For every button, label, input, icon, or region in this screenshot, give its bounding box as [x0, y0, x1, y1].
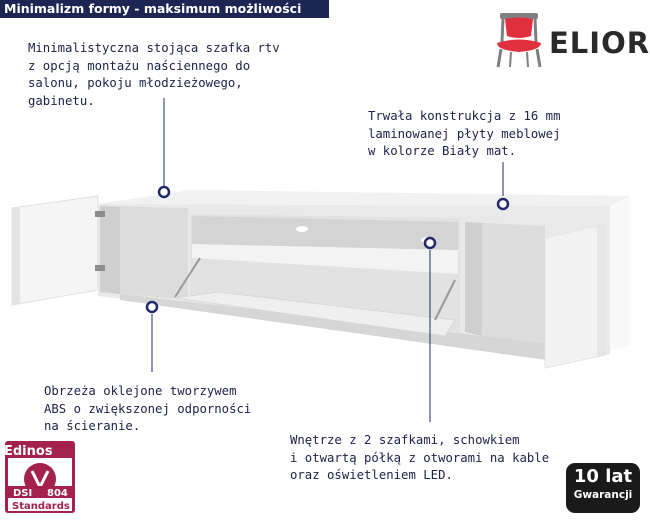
- warranty-label: Gwarancji: [573, 489, 633, 501]
- header-title: Minimalizm formy - maksimum możliwości: [4, 1, 302, 16]
- cert-code-left: DSI: [13, 488, 33, 499]
- brand-logo: [491, 12, 650, 68]
- feature-note-interior: Wnętrze z 2 szafkami, schowkiem i otwartą półką z otworami na kable oraz oświetleniem LED.: [290, 433, 550, 482]
- cabinet-top: [98, 190, 630, 206]
- feature-note-standing: Minimalistyczna stojąca szafka rtv z opcją montażu naściennego do salonu, pokoju młodzieżowego, gabinetu.: [28, 41, 280, 108]
- cert-label: Standards: [12, 501, 70, 512]
- warranty-years: 10 lat: [573, 466, 633, 487]
- brand-name: ELIOR: [549, 26, 650, 60]
- cable-hole: [296, 226, 308, 232]
- marker-top-right: [498, 199, 508, 209]
- chair-icon: [491, 12, 547, 68]
- marker-bottom-right: [425, 238, 435, 248]
- cert-title: Edinos: [4, 444, 53, 459]
- cert-code-right: 804: [47, 488, 68, 499]
- left-door: [12, 196, 98, 305]
- feature-note-construction: Trwała konstrukcja z 16 mm laminowanej płyty meblowej w kolorze Biały mat.: [368, 109, 561, 158]
- warranty-badge: [566, 463, 640, 513]
- feature-note-edges: Obrzeża oklejone tworzywem ABS o zwiększonej odporności na ścieranie.: [44, 384, 252, 433]
- marker-top-left: [159, 187, 169, 197]
- marker-bottom-left: [147, 302, 157, 312]
